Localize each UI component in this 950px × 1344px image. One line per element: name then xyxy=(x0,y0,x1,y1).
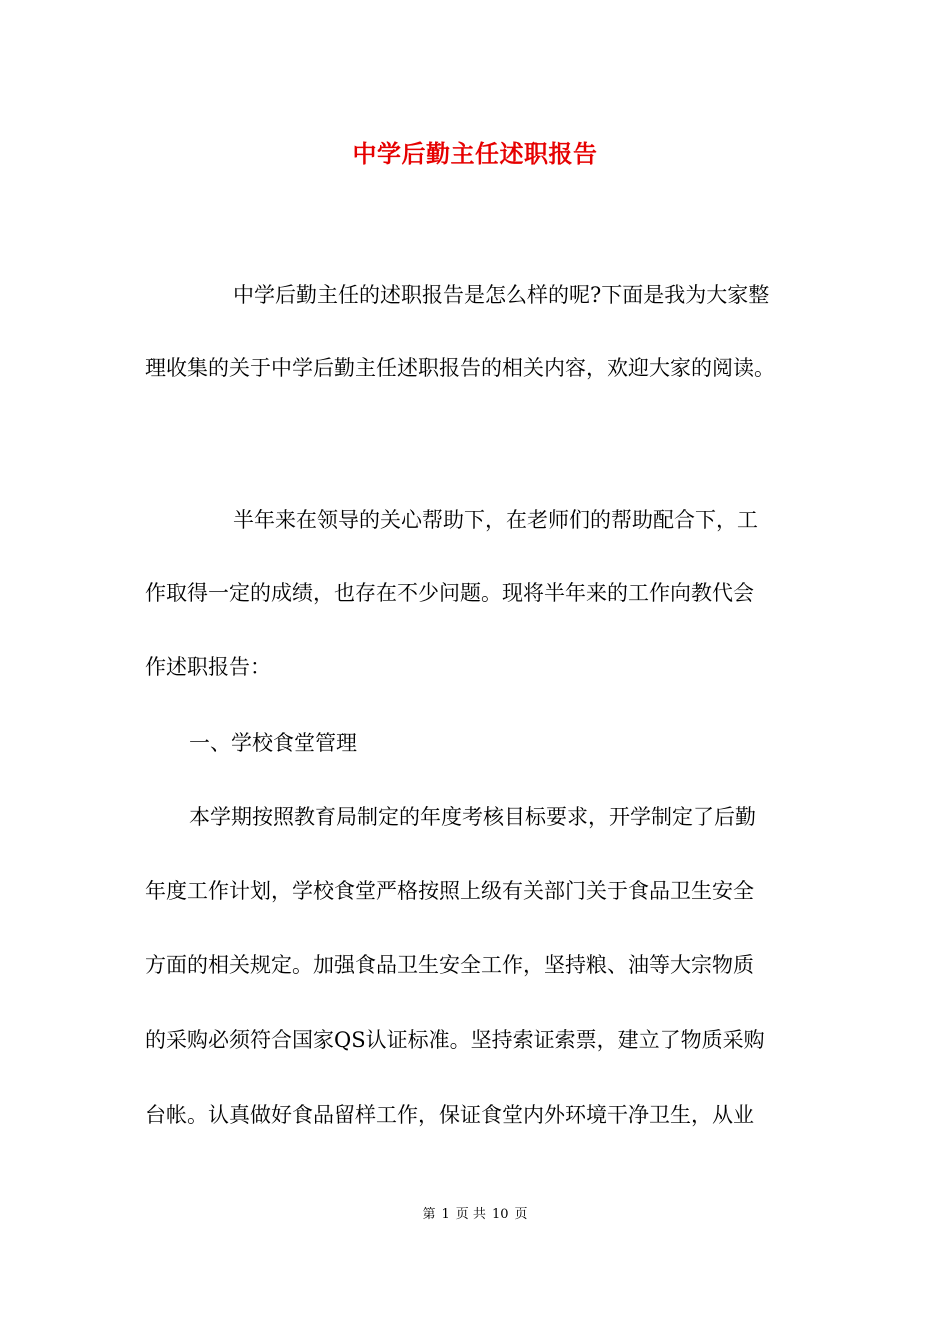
paragraph-line: 理收集的关于中学后勤主任述职报告的相关内容，欢迎大家的阅读。 xyxy=(145,356,775,380)
footer-suffix: 页 xyxy=(514,1207,528,1222)
paragraph-line: 方面的相关规定。加强食品卫生安全工作，坚持粮、油等大宗物质 xyxy=(145,953,754,977)
paragraph-line: 台帐。认真做好食品留样工作，保证食堂内外环境干净卫生，从业 xyxy=(145,1103,754,1127)
section-heading: 一、学校食堂管理 xyxy=(189,731,357,755)
paragraph-line: 本学期按照教育局制定的年度考核目标要求，开学制定了后勤 xyxy=(189,805,756,829)
footer-current-page: 1 xyxy=(441,1207,450,1222)
document-title: 中学后勤主任述职报告 xyxy=(352,139,598,168)
footer-middle: 页 共 xyxy=(455,1207,486,1222)
paragraph-line: 中学后勤主任的述职报告是怎么样的呢?下面是我为大家整 xyxy=(233,283,770,307)
paragraph-line: 年度工作计划，学校食堂严格按照上级有关部门关于食品卫生安全 xyxy=(145,879,754,903)
paragraph-line: 的采购必须符合国家QS认证标准。坚持索证索票，建立了物质采购 xyxy=(145,1028,765,1052)
page-footer xyxy=(0,1206,950,1224)
footer-total-pages: 10 xyxy=(491,1207,509,1222)
footer-prefix: 第 xyxy=(422,1207,436,1222)
paragraph-line: 作述职报告： xyxy=(145,655,271,679)
paragraph-line: 半年来在领导的关心帮助下，在老师们的帮助配合下，工 xyxy=(233,508,758,532)
paragraph-line: 作取得一定的成绩，也存在不少问题。现将半年来的工作向教代会 xyxy=(145,581,754,605)
